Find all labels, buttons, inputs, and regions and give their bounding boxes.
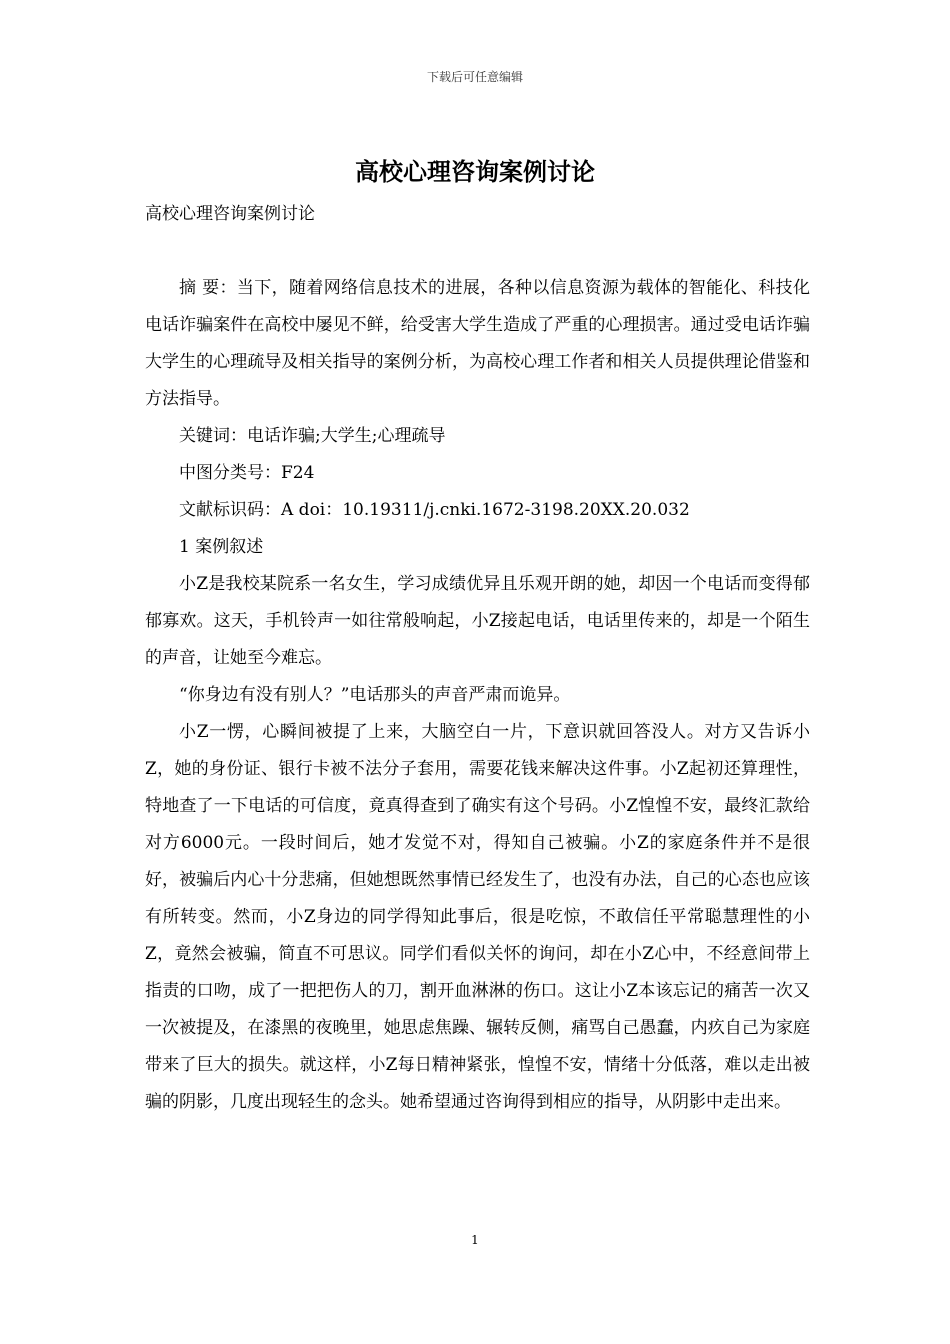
section-heading: 1 案例叙述 <box>179 537 264 557</box>
page-number: 1 <box>471 1233 479 1247</box>
header-note: 下载后可任意编辑 <box>426 70 523 84</box>
blank-line <box>145 233 810 270</box>
case-paragraph-1: 小Z是我校某院系一名女生，学习成绩优异且乐观开朗的她，却因一个电话而变得郁郁寡欢。这天，手机铃声一如往常般响起，小Z接起电话，电话里传来的，却是一个陌生的声音，让她至今难忘。 <box>145 574 810 668</box>
document-body <box>145 196 810 1121</box>
document-title: 高校心理咨询案例讨论 <box>355 157 595 186</box>
abstract-paragraph: 摘 要：当下，随着网络信息技术的进展，各种以信息资源为载体的智能化、科技化电话诈骗案件在高校中屡见不鲜，给受害大学生造成了严重的心理损害。通过受电话诈骗大学生的心理疏导及相关指导的案例分析，为高校心理工作者和相关人员提供理论借鉴和方法指导。 <box>145 278 810 409</box>
subtitle: 高校心理咨询案例讨论 <box>145 204 315 224</box>
case-paragraph-2: “你身边有没有别人？”电话那头的声音严肃而诡异。 <box>179 685 571 705</box>
keywords-line: 关键词：电话诈骗;大学生;心理疏导 <box>179 426 446 446</box>
doc-id-line: 文献标识码：A doi：10.19311/j.cnki.1672-3198.20XX.20.032 <box>179 500 690 520</box>
classification-line: 中图分类号：F24 <box>179 463 315 483</box>
case-paragraph-3: 小Z一愣，心瞬间被提了上来，大脑空白一片，下意识就回答没人。对方又告诉小Z，她的身份证、银行卡被不法分子套用，需要花钱来解决这件事。小Z起初还算理性，特地查了一下电话的可信度，竟真得查到了确实有这个号码。小Z惶惶不安，最终汇款给对方6000元。一段时间后，她才发觉不对，得知自己被骗。小Z的家庭条件并不是很好，被骗后内心十分悲痛，但她想既然事情已经发生了，也没有办法，自己的心态也应该有所转变。然而，小Z身边的同学得知此事后，很是吃惊，不敢信任平常聪慧理性的小Z，竟然会被骗，简直不可思议。同学们看似关怀的询问，却在小Z心中，不经意间带上指责的口吻，成了一把把伤人的刀，割开血淋淋的伤口。这让小Z本该忘记的痛苦一次又一次被提及，在漆黑的夜晚里，她思虑焦躁、辗转反侧，痛骂自己愚蠢，内疚自己为家庭带来了巨大的损失。就这样，小Z每日精神紧张，惶惶不安，情绪十分低落，难以走出被骗的阴影，几度出现轻生的念头。她希望通过咨询得到相应的指导，从阴影中走出来。 <box>145 722 810 1112</box>
